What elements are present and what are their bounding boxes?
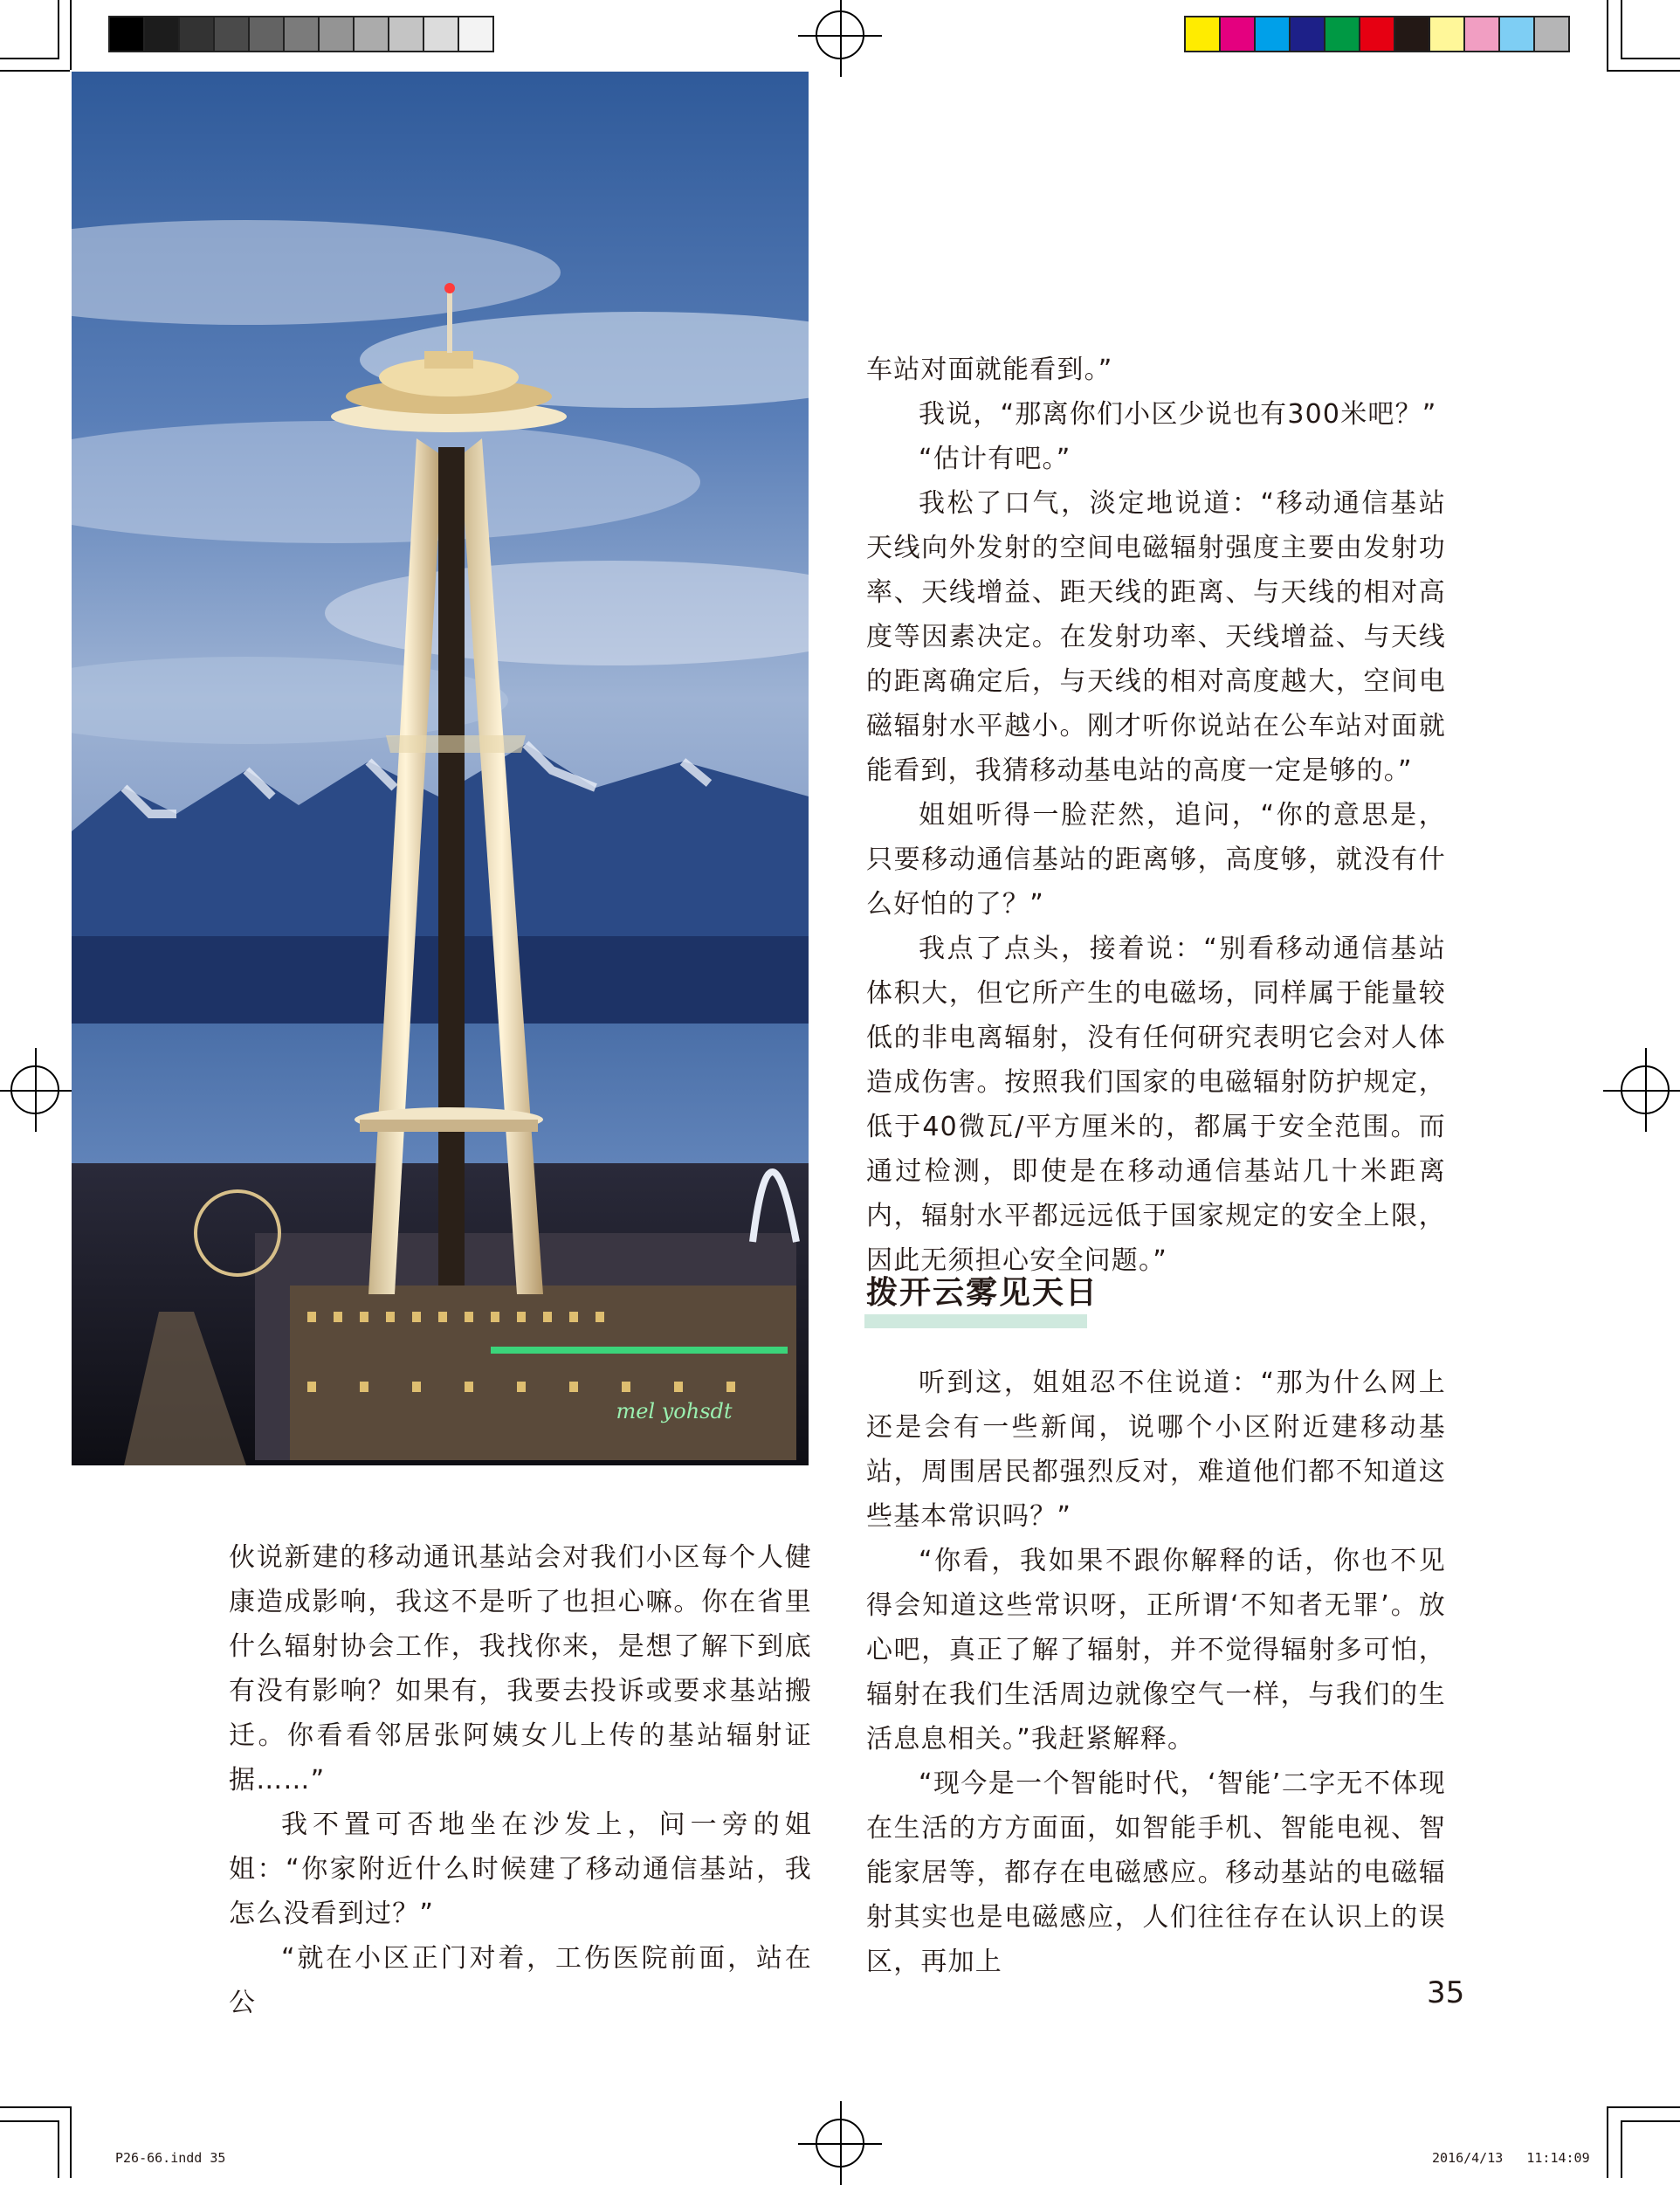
gray-swatch [459, 17, 492, 51]
registration-mark-right [1621, 1065, 1670, 1114]
color-swatch [1360, 17, 1395, 51]
gray-swatch [180, 17, 215, 51]
heading-highlight [864, 1314, 1087, 1328]
left-paragraph-1: 伙说新建的移动通讯基站会对我们小区每个人健康造成影响，我这不是听了也担心嘛。你在省里什么辐射协会工作，我找你来，是想了解下到底有没有影响？如果有，我要去投诉或要求基站搬迁。你看看邻居张阿姨女儿上传的基站辐射证据……” [229, 1542, 812, 1796]
crop-mark-top-right-v [1607, 0, 1608, 70]
right-paragraph-9: “现今是一个智能时代，‘智能’二字无不体现在生活的方方面面，如智能手机、智能电视、智能家居等，都存在电磁感应。移动基站的电磁辐射其实也是电磁感应，人们往往存在认识上的误区，再加上 [866, 1768, 1446, 1977]
right-paragraph-7: 听到这，姐姐忍不住说道：“那为什么网上还是会有一些新闻，说哪个小区附近建移动基站，周围居民都强烈反对，难道他们都不知道这些基本常识吗？” [866, 1368, 1446, 1532]
crop-mark-top-right-h2 [1621, 58, 1680, 59]
right-column-top [866, 348, 1446, 1283]
crop-mark-top-left-h2 [0, 58, 59, 59]
gray-swatch [215, 17, 250, 51]
crop-mark-top-right-h [1607, 70, 1680, 72]
left-paragraph-2: 我不置可否地坐在沙发上，问一旁的姐姐：“你家附近什么时候建了移动通信基站，我怎么没看到过？” [229, 1809, 812, 1929]
color-swatch [1221, 17, 1256, 51]
right-paragraph-3: “估计有吧。” [919, 444, 1071, 474]
registration-mark-top [816, 10, 864, 59]
page-number: 35 [1427, 1975, 1465, 2010]
registration-mark-left [10, 1065, 59, 1114]
section-heading: 拨开云雾见天日 [866, 1275, 1099, 1311]
crop-mark-bottom-right-v2 [1621, 2120, 1622, 2178]
gray-ramp-bar [108, 16, 494, 52]
crop-mark-bottom-left-h2 [0, 2120, 59, 2122]
crop-mark-bottom-left-v2 [58, 2120, 59, 2178]
space-needle-photo [72, 72, 809, 1465]
crop-mark-bottom-right-h [1607, 2106, 1680, 2108]
registration-mark-bottom [816, 2119, 864, 2168]
right-paragraph-2: 我说，“那离你们小区少说也有300米吧？” [919, 399, 1437, 430]
color-swatch [1535, 17, 1568, 51]
color-swatch [1186, 17, 1221, 51]
left-paragraph-3: “就在小区正门对着，工伤医院前面，站在公 [229, 1943, 812, 2018]
gray-swatch [285, 17, 320, 51]
crop-mark-top-left-h [0, 70, 70, 72]
right-column-bottom [866, 1361, 1446, 1984]
crop-mark-bottom-right-h2 [1621, 2120, 1680, 2122]
color-swatch [1500, 17, 1535, 51]
building-sign: mel yohsdt [616, 1399, 733, 1423]
right-paragraph-5: 姐姐听得一脸茫然，追问，“你的意思是，只要移动通信基站的距离够，高度够，就没有什么好怕的了？” [866, 800, 1446, 920]
color-swatch [1465, 17, 1500, 51]
gray-swatch [320, 17, 355, 51]
color-swatch [1430, 17, 1465, 51]
crop-mark-top-left-v2 [58, 0, 59, 59]
color-swatch [1325, 17, 1360, 51]
right-paragraph-1: 车站对面就能看到。” [866, 355, 1113, 385]
crop-mark-top-left-v [70, 0, 72, 70]
right-paragraph-4: 我松了口气，淡定地说道：“移动通信基站天线向外发射的空间电磁辐射强度主要由发射功率、天线增益、距天线的距离、与天线的相对高度等因素决定。在发射功率、天线增益、与天线的距离确定后，与天线的相对高度越大，空间电磁辐射水平越小。刚才听你说站在公车站对面就能看到，我猜移动基电站的高度一定是够的。” [866, 488, 1446, 786]
color-swatch [1395, 17, 1430, 51]
crop-mark-top-right-v2 [1621, 0, 1622, 59]
gray-swatch [145, 17, 180, 51]
gray-swatch [424, 17, 459, 51]
right-paragraph-8: “你看，我如果不跟你解释的话，你也不见得会知道这些常识呀，正所谓‘不知者无罪’。放心吧，真正了解了辐射，并不觉得辐射多可怕，辐射在我们生活周边就像空气一样，与我们的生活息息相关。”我赶紧解释。 [866, 1546, 1446, 1754]
color-swatch [1256, 17, 1291, 51]
gray-swatch [250, 17, 285, 51]
color-calibration-bar [1184, 16, 1570, 52]
gray-swatch [355, 17, 389, 51]
crop-mark-bottom-right-v [1607, 2106, 1608, 2178]
left-column [229, 1535, 812, 2025]
right-paragraph-6: 我点了点头，接着说：“别看移动通信基站体积大，但它所产生的电磁场，同样属于能量较低的非电离辐射，没有任何研究表明它会对人体造成伤害。按照我们国家的电磁辐射防护规定，低于40微瓦/平方厘米的，都属于安全范围。而通过检测，即使是在移动通信基站几十米距离内，辐射水平都远远低于国家规定的安全上限，因此无须担心安全问题。” [866, 934, 1446, 1276]
footer-timestamp: 2016/4/13 11:14:09 [1432, 2150, 1590, 2166]
color-swatch [1291, 17, 1325, 51]
footer-file-info: P26-66.indd 35 [115, 2150, 226, 2166]
crop-mark-bottom-left-v [70, 2106, 72, 2178]
gray-swatch [110, 17, 145, 51]
crop-mark-bottom-left-h [0, 2106, 70, 2108]
gray-swatch [389, 17, 424, 51]
